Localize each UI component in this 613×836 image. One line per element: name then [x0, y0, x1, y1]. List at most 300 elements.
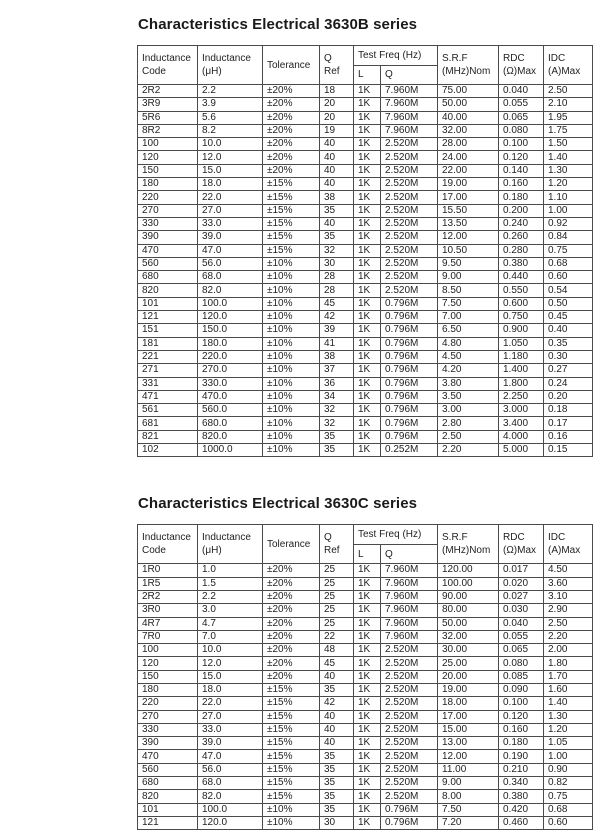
table-cell: 1K — [354, 404, 381, 417]
table-cell: 1.00 — [544, 204, 593, 217]
table-cell: ±15% — [263, 790, 320, 803]
table-cell: 1K — [354, 590, 381, 603]
table-cell: ±15% — [263, 217, 320, 230]
table-cell: 0.50 — [544, 297, 593, 310]
table-row — [138, 364, 593, 377]
table-cell: 1.180 — [499, 350, 544, 363]
table-cell: 3.9 — [198, 98, 263, 111]
table-cell: 20 — [320, 98, 354, 111]
table-cell: 330 — [138, 217, 198, 230]
table-cell: ±10% — [263, 390, 320, 403]
table-cell: 0.27 — [544, 364, 593, 377]
table-cell: 4.20 — [438, 364, 499, 377]
table-cell: 20 — [320, 111, 354, 124]
table-row — [138, 311, 593, 324]
table-cell: 681 — [138, 417, 198, 430]
table-cell: 38 — [320, 191, 354, 204]
table-cell: 32.00 — [438, 124, 499, 137]
table-cell: 330 — [138, 723, 198, 736]
table-cell: 0.210 — [499, 763, 544, 776]
table-cell: 1.050 — [499, 337, 544, 350]
table-cell: 0.15 — [544, 444, 593, 457]
table-cell: 8.50 — [438, 284, 499, 297]
table-cell: 220 — [138, 697, 198, 710]
table-cell: 1K — [354, 204, 381, 217]
table-cell: 15.0 — [198, 164, 263, 177]
table-row — [138, 244, 593, 257]
table-cell: 3.10 — [544, 590, 593, 603]
table-cell: 35 — [320, 750, 354, 763]
table-cell: 5.000 — [499, 444, 544, 457]
table-cell: 2.10 — [544, 98, 593, 111]
table-cell: 0.090 — [499, 683, 544, 696]
table-cell: 0.017 — [499, 564, 544, 577]
table-cell: 1K — [354, 417, 381, 430]
table-cell: 0.17 — [544, 417, 593, 430]
table-cell: ±10% — [263, 816, 320, 829]
table-cell: 2.520M — [381, 644, 438, 657]
table-body-3630c — [138, 564, 593, 830]
table-cell: ±10% — [263, 417, 320, 430]
col-header-inductance-uh: Inductance (μH) — [198, 46, 263, 85]
table-cell: 7.960M — [381, 85, 438, 98]
table-cell: 37 — [320, 364, 354, 377]
table-cell: 40 — [320, 723, 354, 736]
table-cell: ±10% — [263, 404, 320, 417]
table-cell: 40 — [320, 737, 354, 750]
table-cell: 0.30 — [544, 350, 593, 363]
table-cell: 0.35 — [544, 337, 593, 350]
table-cell: 1K — [354, 630, 381, 643]
table-cell: ±10% — [263, 324, 320, 337]
table-cell: 0.055 — [499, 630, 544, 643]
table-cell: 1K — [354, 364, 381, 377]
table-cell: ±15% — [263, 763, 320, 776]
table-cell: 11.00 — [438, 763, 499, 776]
table-cell: 0.340 — [499, 777, 544, 790]
table-cell: 45 — [320, 657, 354, 670]
table-cell: 39 — [320, 324, 354, 337]
table-cell: 25 — [320, 577, 354, 590]
table-cell: 0.75 — [544, 244, 593, 257]
table-cell: 180 — [138, 178, 198, 191]
table-cell: 40 — [320, 151, 354, 164]
col-header-rdc: RDC (Ω)Max — [499, 525, 544, 564]
table-row — [138, 750, 593, 763]
table-cell: 3.50 — [438, 390, 499, 403]
table-cell: 270.0 — [198, 364, 263, 377]
table-cell: 47.0 — [198, 750, 263, 763]
table-cell: 0.260 — [499, 231, 544, 244]
table-cell: 470 — [138, 750, 198, 763]
table-cell: 2.520M — [381, 138, 438, 151]
table-cell: 0.065 — [499, 111, 544, 124]
table-cell: 15.0 — [198, 670, 263, 683]
table-cell: 0.252M — [381, 444, 438, 457]
table-cell: 0.380 — [499, 257, 544, 270]
table-row — [138, 683, 593, 696]
col-header-test-freq-l: L — [354, 65, 381, 85]
table-row — [138, 164, 593, 177]
table-cell: 100.0 — [198, 297, 263, 310]
table-cell: 390 — [138, 231, 198, 244]
table-row — [138, 191, 593, 204]
table-cell: 90.00 — [438, 590, 499, 603]
table-cell: 0.796M — [381, 364, 438, 377]
table-cell: 0.20 — [544, 390, 593, 403]
table-cell: 0.796M — [381, 404, 438, 417]
table-cell: 7.00 — [438, 311, 499, 324]
table-cell: 8.00 — [438, 790, 499, 803]
spec-table-3630c — [137, 524, 593, 830]
table-cell: 561 — [138, 404, 198, 417]
table-cell: 28 — [320, 284, 354, 297]
table-cell: 100 — [138, 138, 198, 151]
table-row — [138, 217, 593, 230]
table-cell: 1K — [354, 271, 381, 284]
table-cell: 1K — [354, 178, 381, 191]
table-cell: 1K — [354, 350, 381, 363]
table-cell: 1K — [354, 777, 381, 790]
table-cell: 2.520M — [381, 790, 438, 803]
table-cell: 151 — [138, 324, 198, 337]
table-cell: 820.0 — [198, 430, 263, 443]
table-cell: ±15% — [263, 231, 320, 244]
table-cell: 0.92 — [544, 217, 593, 230]
table-cell: ±20% — [263, 138, 320, 151]
table-cell: ±10% — [263, 311, 320, 324]
table-cell: 1.80 — [544, 657, 593, 670]
table-cell: 0.080 — [499, 124, 544, 137]
table-cell: 33.0 — [198, 723, 263, 736]
table-cell: 0.75 — [544, 790, 593, 803]
table-cell: 1.60 — [544, 683, 593, 696]
table-cell: 40.00 — [438, 111, 499, 124]
spec-table-3630b — [137, 45, 593, 457]
table-cell: 1.30 — [544, 710, 593, 723]
col-header-srf: S.R.F (MHz)Nom — [438, 46, 499, 85]
table-cell: 2R2 — [138, 590, 198, 603]
table-cell: 40 — [320, 670, 354, 683]
table-cell: 0.24 — [544, 377, 593, 390]
table-cell: 1K — [354, 390, 381, 403]
table-cell: 1K — [354, 231, 381, 244]
table-cell: 1000.0 — [198, 444, 263, 457]
table-cell: 7.960M — [381, 98, 438, 111]
table-cell: ±20% — [263, 590, 320, 603]
table-cell: 22.0 — [198, 191, 263, 204]
table-cell: 27.0 — [198, 204, 263, 217]
table-cell: 121 — [138, 816, 198, 829]
table-cell: 0.68 — [544, 257, 593, 270]
table-cell: 1K — [354, 604, 381, 617]
table-cell: 1K — [354, 257, 381, 270]
table-cell: 30 — [320, 816, 354, 829]
table-row — [138, 777, 593, 790]
table-cell: 1K — [354, 324, 381, 337]
table-cell: ±15% — [263, 178, 320, 191]
table-cell: 1.00 — [544, 750, 593, 763]
table-cell: 1K — [354, 763, 381, 776]
table-cell: 0.750 — [499, 311, 544, 324]
table-cell: 0.200 — [499, 204, 544, 217]
table-cell: 35 — [320, 430, 354, 443]
col-header-q-ref: Q Ref — [320, 525, 354, 564]
table-cell: 0.54 — [544, 284, 593, 297]
table-cell: 0.420 — [499, 803, 544, 816]
table-cell: 100.0 — [198, 803, 263, 816]
table-cell: 1.05 — [544, 737, 593, 750]
table-cell: 17.00 — [438, 710, 499, 723]
table-cell: 0.900 — [499, 324, 544, 337]
table-row — [138, 390, 593, 403]
table-cell: 3.80 — [438, 377, 499, 390]
table-cell: 7.50 — [438, 297, 499, 310]
col-header-q-ref: Q Ref — [320, 46, 354, 85]
table-cell: 24.00 — [438, 151, 499, 164]
table-cell: 38 — [320, 350, 354, 363]
table-cell: ±15% — [263, 710, 320, 723]
table-row — [138, 231, 593, 244]
table-cell: 0.60 — [544, 816, 593, 829]
table-row — [138, 98, 593, 111]
table-cell: 150 — [138, 670, 198, 683]
table-cell: ±20% — [263, 630, 320, 643]
table-cell: 680 — [138, 777, 198, 790]
table-cell: ±15% — [263, 697, 320, 710]
table-cell: 9.00 — [438, 271, 499, 284]
table-cell: 15.50 — [438, 204, 499, 217]
table-cell: 1K — [354, 217, 381, 230]
table-row — [138, 178, 593, 191]
table-row — [138, 697, 593, 710]
table-cell: 0.460 — [499, 816, 544, 829]
table-cell: 19 — [320, 124, 354, 137]
table-cell: 17.00 — [438, 191, 499, 204]
table-cell: ±10% — [263, 350, 320, 363]
table-cell: 7R0 — [138, 630, 198, 643]
col-header-tolerance: Tolerance — [263, 525, 320, 564]
table-cell: 221 — [138, 350, 198, 363]
table-cell: 7.960M — [381, 630, 438, 643]
table-row — [138, 337, 593, 350]
datasheet-page — [137, 16, 613, 830]
col-header-tolerance: Tolerance — [263, 46, 320, 85]
table-cell: 7.960M — [381, 604, 438, 617]
table-cell: 2.520M — [381, 710, 438, 723]
table-cell: 35 — [320, 777, 354, 790]
table-cell: 50.00 — [438, 98, 499, 111]
table-cell: 68.0 — [198, 777, 263, 790]
table-cell: 7.960M — [381, 111, 438, 124]
table-cell: 13.00 — [438, 737, 499, 750]
table-body-3630b — [138, 85, 593, 457]
table-cell: 1.20 — [544, 178, 593, 191]
table-cell: 6.50 — [438, 324, 499, 337]
table-cell: 121 — [138, 311, 198, 324]
table-cell: 2.50 — [544, 85, 593, 98]
table-cell: 25 — [320, 604, 354, 617]
table-header-3630c — [138, 525, 593, 564]
table-row — [138, 617, 593, 630]
table-cell: 1.800 — [499, 377, 544, 390]
table-cell: 0.796M — [381, 324, 438, 337]
table-cell: 35 — [320, 790, 354, 803]
table-cell: 1.5 — [198, 577, 263, 590]
table-cell: 1K — [354, 244, 381, 257]
table-cell: ±20% — [263, 670, 320, 683]
table-cell: 0.90 — [544, 763, 593, 776]
table-cell: ±10% — [263, 803, 320, 816]
table-cell: 28 — [320, 271, 354, 284]
table-cell: 0.796M — [381, 350, 438, 363]
table-cell: ±20% — [263, 577, 320, 590]
col-header-test-freq-q: Q — [381, 544, 438, 564]
table-cell: 331 — [138, 377, 198, 390]
table-cell: 42 — [320, 697, 354, 710]
table-cell: 1K — [354, 657, 381, 670]
table-row — [138, 284, 593, 297]
col-header-inductance-code: Inductance Code — [138, 46, 198, 85]
table-row — [138, 763, 593, 776]
table-cell: ±10% — [263, 271, 320, 284]
table-cell: 18.0 — [198, 178, 263, 191]
table-cell: 2.250 — [499, 390, 544, 403]
table-cell: 7.960M — [381, 590, 438, 603]
table-cell: 1K — [354, 377, 381, 390]
table-cell: 20.00 — [438, 670, 499, 683]
table-cell: 7.960M — [381, 124, 438, 137]
table-cell: ±20% — [263, 644, 320, 657]
table-cell: 35 — [320, 204, 354, 217]
table-cell: 32 — [320, 404, 354, 417]
table-cell: ±15% — [263, 737, 320, 750]
table-cell: 2.520M — [381, 750, 438, 763]
table-cell: 40 — [320, 217, 354, 230]
table-cell: 12.00 — [438, 750, 499, 763]
table-cell: 680 — [138, 271, 198, 284]
table-cell: 1K — [354, 85, 381, 98]
table-cell: 0.796M — [381, 337, 438, 350]
table-cell: 1R0 — [138, 564, 198, 577]
table-cell: 32.00 — [438, 630, 499, 643]
table-cell: 4.000 — [499, 430, 544, 443]
table-cell: ±15% — [263, 750, 320, 763]
table-cell: 2.20 — [438, 444, 499, 457]
table-row — [138, 604, 593, 617]
table-cell: 0.100 — [499, 697, 544, 710]
table-cell: ±10% — [263, 337, 320, 350]
table-cell: 3.00 — [438, 404, 499, 417]
table-row — [138, 710, 593, 723]
table-cell: ±10% — [263, 444, 320, 457]
table-cell: 2.520M — [381, 204, 438, 217]
table-row — [138, 350, 593, 363]
col-header-test-freq-q: Q — [381, 65, 438, 85]
table-cell: 4R7 — [138, 617, 198, 630]
table-cell: 0.180 — [499, 191, 544, 204]
table-cell: 1.50 — [544, 138, 593, 151]
table-cell: 56.0 — [198, 257, 263, 270]
table-cell: 4.50 — [544, 564, 593, 577]
table-cell: 470 — [138, 244, 198, 257]
table-cell: 10.0 — [198, 138, 263, 151]
table-cell: ±10% — [263, 297, 320, 310]
table-cell: 0.190 — [499, 750, 544, 763]
table-row — [138, 564, 593, 577]
table-cell: 35 — [320, 763, 354, 776]
table-cell: 30.00 — [438, 644, 499, 657]
table-row — [138, 404, 593, 417]
table-cell: 270 — [138, 710, 198, 723]
table-cell: 33.0 — [198, 217, 263, 230]
col-header-idc: IDC (A)Max — [544, 46, 593, 85]
table-cell: 1K — [354, 111, 381, 124]
table-cell: 2.520M — [381, 191, 438, 204]
table-cell: 0.796M — [381, 390, 438, 403]
table-cell: 40 — [320, 710, 354, 723]
table-cell: 0.16 — [544, 430, 593, 443]
table-cell: 35 — [320, 444, 354, 457]
table-cell: 0.065 — [499, 644, 544, 657]
table-cell: 2.520M — [381, 257, 438, 270]
table-row — [138, 204, 593, 217]
table-cell: 120 — [138, 657, 198, 670]
table-cell: 220.0 — [198, 350, 263, 363]
table-cell: 1K — [354, 98, 381, 111]
table-cell: 2.20 — [544, 630, 593, 643]
table-cell: ±20% — [263, 85, 320, 98]
table-row — [138, 816, 593, 829]
table-cell: 270 — [138, 204, 198, 217]
table-cell: 40 — [320, 138, 354, 151]
table-cell: 0.140 — [499, 164, 544, 177]
table-cell: 180.0 — [198, 337, 263, 350]
table-cell: 0.055 — [499, 98, 544, 111]
table-row — [138, 271, 593, 284]
table-cell: 3R9 — [138, 98, 198, 111]
table-cell: 100 — [138, 644, 198, 657]
table-cell: 2.520M — [381, 244, 438, 257]
table-cell: 12.0 — [198, 657, 263, 670]
table-cell: 0.085 — [499, 670, 544, 683]
table-cell: ±15% — [263, 683, 320, 696]
table-row — [138, 124, 593, 137]
table-cell: 19.00 — [438, 683, 499, 696]
table-cell: 1K — [354, 803, 381, 816]
table-cell: 5.6 — [198, 111, 263, 124]
table-cell: 10.50 — [438, 244, 499, 257]
table-cell: 0.82 — [544, 777, 593, 790]
table-cell: 22.0 — [198, 697, 263, 710]
table-cell: 271 — [138, 364, 198, 377]
table-cell: 2.520M — [381, 178, 438, 191]
table-cell: 1K — [354, 670, 381, 683]
table-cell: 180 — [138, 683, 198, 696]
table-cell: 2.520M — [381, 271, 438, 284]
table-cell: 471 — [138, 390, 198, 403]
table-cell: 0.160 — [499, 723, 544, 736]
table-cell: 0.240 — [499, 217, 544, 230]
table-cell: 560.0 — [198, 404, 263, 417]
table-cell: 35 — [320, 683, 354, 696]
table-cell: 2.520M — [381, 683, 438, 696]
table-cell: 25 — [320, 590, 354, 603]
table-cell: 0.796M — [381, 297, 438, 310]
table-cell: 1.70 — [544, 670, 593, 683]
table-cell: ±10% — [263, 377, 320, 390]
table-cell: 181 — [138, 337, 198, 350]
